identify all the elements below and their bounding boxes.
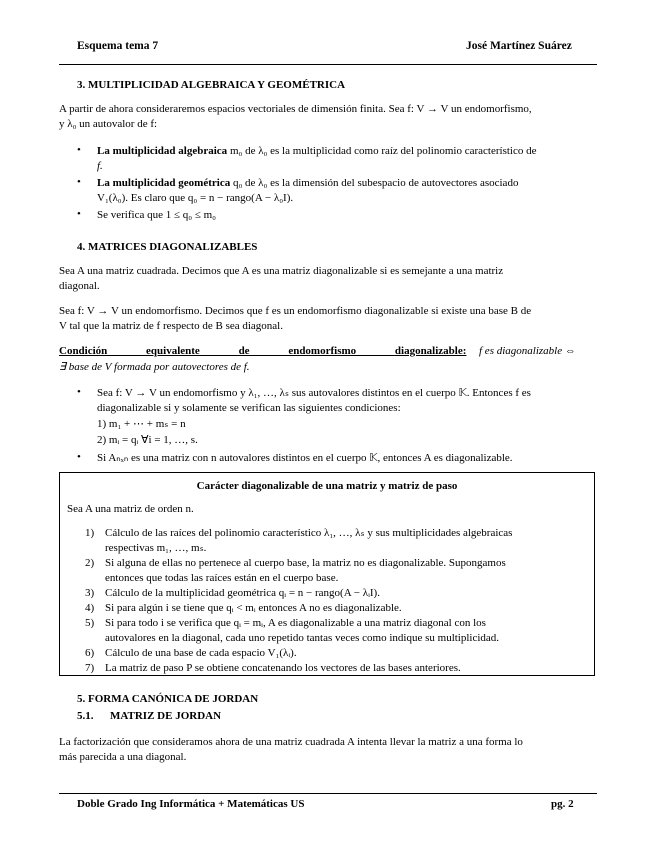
def-matriz-diag-line-2: diagonal. bbox=[59, 280, 100, 292]
header-left: Esquema tema 7 bbox=[77, 40, 159, 52]
bullet-text: V₁(λ₀). Es claro que q₀ = n − rango(A − λ₀I). bbox=[97, 192, 294, 204]
step-1-line-1: Cálculo de las raíces del polinomio característico λ₁, …, λₛ y sus multiplicidades algebraicas bbox=[105, 527, 513, 539]
step-5-line-2: autovalores en la diagonal, cada uno repetido tantas veces como indique su multiplicidad. bbox=[105, 632, 500, 644]
step-number: 2) bbox=[85, 557, 95, 569]
def-endo-diag-line-1: Sea f: V → V un endomorfismo. Decimos que f es un endomorfismo diagonalizable si existe una base B de bbox=[59, 305, 532, 317]
bullet-icon: • bbox=[77, 144, 81, 156]
section-5-paragraph-line-1: La factorización que consideramos ahora de una matriz cuadrada A intenta llevar la matriz a una forma lo bbox=[59, 736, 523, 748]
section-5-1-title: 5.1. MATRIZ DE JORDAN bbox=[77, 710, 222, 722]
bullet-icon: • bbox=[77, 176, 81, 188]
bullet-multiplicidad-geometrica bbox=[97, 176, 597, 206]
step-number: 5) bbox=[85, 617, 95, 629]
condition-2: 2) mᵢ = qᵢ ∀i = 1, …, s. bbox=[97, 434, 198, 446]
step-2-line-1: Si alguna de ellas no pertenece al cuerpo base, la matriz no es diagonalizable. Supongamos bbox=[105, 557, 506, 569]
def-matriz-diag-line-1: Sea A una matriz cuadrada. Decimos que A es una matriz diagonalizable si es semejante a una matriz bbox=[59, 265, 504, 277]
term-geometrica: La multiplicidad geométrica bbox=[97, 177, 231, 189]
condicion-statement: f es diagonalizable ⇔ bbox=[479, 345, 576, 357]
section-5-title: 5. FORMA CANÓNICA DE JORDAN bbox=[77, 693, 259, 705]
bullet-text: q₀ de λ₀ es la dimensión del subespacio de autovectores asociado bbox=[230, 177, 519, 189]
footer-rule bbox=[59, 793, 597, 794]
bullet-text: f. bbox=[97, 160, 103, 172]
bullet-icon: • bbox=[77, 208, 81, 220]
header-rule bbox=[59, 64, 597, 65]
section-5-paragraph-line-2: más parecida a una diagonal. bbox=[59, 751, 187, 763]
condicion-label: Condición equivalente de endomorfismo diagonalizable: bbox=[59, 345, 467, 357]
step-number: 7) bbox=[85, 662, 95, 674]
box-title: Carácter diagonalizable de una matriz y matriz de paso bbox=[196, 480, 458, 492]
section-3-intro-line-1: A partir de ahora consideraremos espacios vectoriales de dimensión finita. Sea f: V → V un endomorfismo, bbox=[59, 103, 532, 115]
section-3-intro-line-2: y λ₀ un autovalor de f: bbox=[59, 118, 158, 130]
term-algebraica: La multiplicidad algebraica bbox=[97, 145, 228, 157]
def-endo-diag-line-2: V tal que la matriz de f respecto de B sea diagonal. bbox=[59, 320, 283, 332]
step-number: 4) bbox=[85, 602, 95, 614]
bullet-n-autovalores: Si Aₙₓₙ es una matriz con n autovalores distintos en el cuerpo 𝕂, entonces A es diagonalizable. bbox=[97, 452, 513, 464]
step-2-line-2: entonces que todas las raíces están en el cuerpo base. bbox=[105, 572, 339, 584]
step-7: La matriz de paso P se obtiene concatenando los vectores de las bases anteriores. bbox=[105, 662, 461, 674]
header-right: José Martínez Suárez bbox=[466, 40, 572, 52]
bullet-teorema-line-1: Sea f: V → V un endomorfismo y λ₁, …, λₛ sus autovalores distintos en el cuerpo 𝕂. Entonces f es bbox=[97, 387, 531, 399]
step-number: 6) bbox=[85, 647, 95, 659]
step-1-line-2: respectivas m₁, …, mₛ. bbox=[105, 542, 207, 554]
bullet-verifica: Se verifica que 1 ≤ q₀ ≤ m₀ bbox=[97, 209, 217, 221]
bullet-icon: • bbox=[77, 386, 81, 398]
step-4: Si para algún i se tiene que qᵢ < mᵢ entonces A no es diagonalizable. bbox=[105, 602, 402, 614]
section-4-title: 4. MATRICES DIAGONALIZABLES bbox=[77, 241, 258, 253]
step-5-line-1: Si para todo i se verifica que qᵢ = mᵢ, A es diagonalizable a una matriz diagonal con los bbox=[105, 617, 486, 629]
bullet-text: m₀ de λ₀ es la multiplicidad como raíz del polinomio característico de bbox=[227, 145, 537, 157]
footer-left: Doble Grado Ing Informática + Matemáticas US bbox=[77, 798, 305, 810]
condition-1: 1) m₁ + ⋯ + mₛ = n bbox=[97, 418, 186, 430]
bullet-icon: • bbox=[77, 451, 81, 463]
step-number: 1) bbox=[85, 527, 95, 539]
page-number: pg. 2 bbox=[551, 798, 574, 810]
box-intro: Sea A una matriz de orden n. bbox=[67, 503, 194, 515]
step-6: Cálculo de una base de cada espacio V₁(λᵢ). bbox=[105, 647, 297, 659]
condicion-line-2: ∃ base de V formada por autovectores de f. bbox=[59, 361, 250, 373]
section-3-title: 3. MULTIPLICIDAD ALGEBRAICA Y GEOMÉTRICA bbox=[77, 79, 346, 91]
step-number: 3) bbox=[85, 587, 95, 599]
bullet-teorema-line-2: diagonalizable si y solamente se verifican las siguientes condiciones: bbox=[97, 402, 401, 414]
step-3: Cálculo de la multiplicidad geométrica qᵢ = n − rango(A − λᵢI). bbox=[105, 587, 380, 599]
bullet-multiplicidad-algebraica bbox=[97, 144, 597, 174]
